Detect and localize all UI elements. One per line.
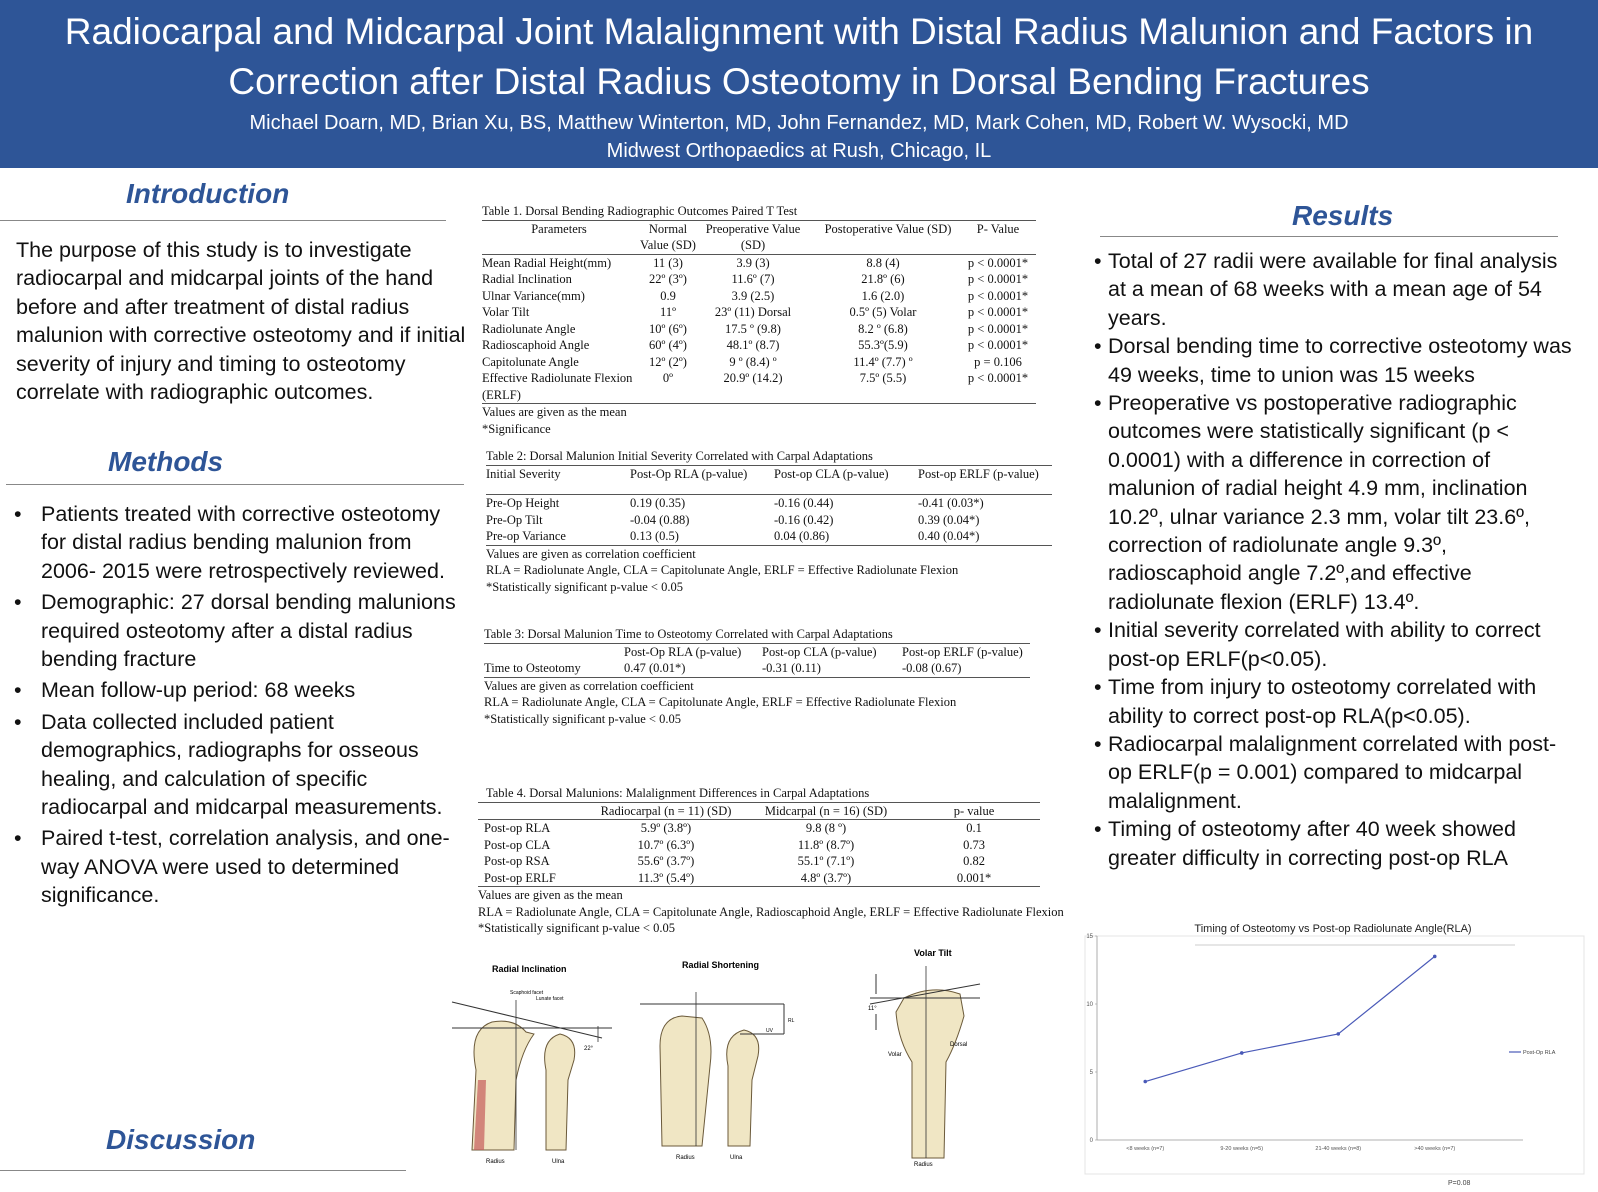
table-cell: Time to Osteotomy bbox=[484, 660, 624, 677]
table-row bbox=[478, 853, 1040, 870]
table-cell: 11º bbox=[660, 305, 676, 319]
table-row bbox=[482, 354, 1036, 371]
table-cell: 9.8 (8 º) bbox=[805, 821, 847, 835]
radius-label: Radius bbox=[676, 1155, 695, 1161]
table-header: Initial Severity bbox=[486, 465, 630, 495]
table-note: Values are given as the mean bbox=[478, 888, 623, 902]
table-cell: 1.6 (2.0) bbox=[861, 288, 905, 303]
y-tick-label: 10 bbox=[1086, 1002, 1093, 1008]
ulna-label: Ulna bbox=[552, 1159, 565, 1165]
table-row bbox=[478, 837, 1040, 854]
table-cell: Post-op ERLF bbox=[478, 870, 588, 887]
bullet: • bbox=[14, 826, 22, 851]
results-divider bbox=[1100, 236, 1558, 237]
table-row bbox=[484, 660, 1030, 677]
table-cell: 10º (6º) bbox=[649, 321, 687, 336]
table-caption: Table 3: Dorsal Malunion Time to Osteotomy Correlated with Carpal Adaptations bbox=[484, 627, 893, 641]
table-header bbox=[478, 802, 588, 820]
table-cell: p < 0.0001* bbox=[960, 370, 1036, 404]
table-header: Post-Op RLA (p-value) bbox=[624, 643, 762, 660]
data-point bbox=[1143, 1080, 1147, 1084]
list-item bbox=[1094, 332, 1574, 389]
bullet: • bbox=[1094, 618, 1102, 643]
table-header: p- value bbox=[908, 802, 1040, 820]
table-cell: Post-op RLA bbox=[484, 821, 551, 835]
radius-bone-lateral bbox=[896, 990, 964, 1158]
table-cell: 11.4º (7.7) º bbox=[853, 354, 913, 369]
chart-axes bbox=[1086, 934, 1523, 1152]
table-cell: p = 0.106 bbox=[974, 354, 1022, 369]
table-cell: Capitolunate Angle bbox=[482, 354, 579, 369]
table-cell: Radiolunate Angle bbox=[482, 321, 576, 336]
table-row bbox=[486, 512, 1052, 529]
table-cell: 0.40 (0.04*) bbox=[918, 528, 1052, 545]
table-cell: Pre-Op Height bbox=[486, 496, 560, 510]
results-item-text: Timing of osteotomy after 40 week showed greater difficulty in correcting post-op RLA bbox=[1108, 817, 1516, 870]
affiliation: Midwest Orthopaedics at Rush, Chicago, IL bbox=[606, 140, 992, 162]
table-caption: Table 2: Dorsal Malunion Initial Severity Correlated with Carpal Adaptations bbox=[486, 449, 873, 463]
table-header-row bbox=[484, 643, 1030, 660]
table-2-grid bbox=[486, 465, 1052, 546]
volar-tilt-figure bbox=[870, 944, 1000, 1170]
table-cell: Volar Tilt bbox=[482, 305, 530, 319]
bullet: • bbox=[1094, 817, 1102, 842]
table-note: *Statistically significant p-value < 0.05 bbox=[486, 579, 683, 594]
radial-shortening-figure bbox=[640, 956, 820, 1168]
methods-divider bbox=[6, 484, 464, 485]
table-cell: Effective Radiolunate Flexion (ERLF) bbox=[482, 370, 636, 404]
discussion-heading: Discussion bbox=[106, 1124, 256, 1155]
table-cell: 0.39 (0.04*) bbox=[918, 512, 980, 527]
table-3-grid bbox=[484, 643, 1030, 678]
y-tick-label: 15 bbox=[1086, 934, 1093, 940]
table-note: RLA = Radiolunate Angle, CLA = Capitolunate Angle, Radioscaphoid Angle, ERLF = Effective Radiolunate Flexion bbox=[478, 904, 1064, 919]
table-cell: 7.5º (5.5) bbox=[806, 370, 960, 404]
ulna-bone bbox=[727, 1030, 759, 1146]
table-cell: 17.5 º (9.8) bbox=[725, 321, 781, 336]
table-cell: 0º bbox=[636, 370, 700, 404]
table-cell: Radial Inclination bbox=[482, 272, 572, 286]
table-cell: 20.9º (14.2) bbox=[700, 370, 806, 404]
list-item bbox=[1094, 616, 1574, 673]
x-tick-label: 21-40 weeks (n=8) bbox=[1315, 1146, 1362, 1152]
chart-plot bbox=[1143, 955, 1436, 1084]
table-note: Values are given as correlation coefficient bbox=[486, 546, 696, 561]
table-cell: -0.41 (0.03*) bbox=[918, 496, 984, 510]
chart-title: Timing of Osteotomy vs Post-op Radiolunate Angle(RLA) bbox=[1194, 923, 1472, 935]
radius-label: Radius bbox=[486, 1159, 505, 1165]
table-cell: Post-op CLA bbox=[484, 837, 551, 852]
list-item bbox=[14, 708, 464, 822]
table-row bbox=[478, 870, 1040, 887]
angle-label: 11° bbox=[868, 1006, 877, 1012]
table-cell: p < 0.0001* bbox=[967, 321, 1029, 336]
authors: Michael Doarn, MD, Brian Xu, BS, Matthew Winterton, MD, John Fernandez, MD, Mark Cohen, MD, Robert W. Wysocki, MD bbox=[249, 112, 1349, 134]
x-tick-label: <8 weeks (n=7) bbox=[1126, 1146, 1165, 1152]
table-note: RLA = Radiolunate Angle, CLA = Capitolunate Angle, ERLF = Effective Radiolunate Flexion bbox=[484, 695, 957, 709]
table-cell: 22º (3º) bbox=[649, 272, 687, 286]
table-header: Post-op ERLF (p-value) bbox=[902, 643, 1030, 660]
bullet: • bbox=[14, 590, 22, 615]
table-caption: Table 4. Dorsal Malunions: Malalignment Differences in Carpal Adaptations bbox=[486, 786, 870, 800]
table-cell: 5.9º (3.8º) bbox=[640, 821, 692, 835]
table-header: Post-op ERLF (p-value) bbox=[918, 465, 1052, 495]
angle-label: 22° bbox=[584, 1046, 594, 1052]
data-point bbox=[1240, 1051, 1244, 1055]
y-tick-label: 0 bbox=[1089, 1138, 1093, 1144]
table-cell: -0.04 (0.88) bbox=[630, 512, 690, 527]
table-cell: 0.47 (0.01*) bbox=[624, 660, 762, 677]
table-header: Post-op CLA (p-value) bbox=[762, 643, 902, 660]
list-item bbox=[14, 676, 464, 704]
table-cell: 0.73 bbox=[963, 837, 985, 852]
list-item bbox=[1094, 815, 1574, 872]
table-row bbox=[482, 370, 1036, 404]
radius-bone bbox=[660, 1016, 711, 1146]
methods-item-text: Mean follow-up period: 68 weeks bbox=[41, 678, 356, 703]
data-point bbox=[1336, 1032, 1340, 1036]
chart-footnote: P=0.08 bbox=[1448, 1180, 1471, 1187]
table-header: Post-Op RLA (p-value) bbox=[630, 465, 774, 495]
results-item-text: Initial severity correlated with ability to correct post-op ERLF(p<0.05). bbox=[1108, 618, 1541, 671]
table-cell: 8.8 (4) bbox=[866, 255, 900, 270]
ulna-bone bbox=[545, 1034, 575, 1150]
chart-legend bbox=[1509, 1050, 1556, 1056]
bullet: • bbox=[1094, 249, 1102, 273]
table-row bbox=[482, 271, 1036, 288]
table-cell: Pre-op Variance bbox=[486, 528, 630, 545]
table-cell: -0.16 (0.42) bbox=[774, 512, 834, 527]
introduction-text: The purpose of this study is to investigate radiocarpal and midcarpal joints of the hand before and after treatment of distal radius malunion with corrective osteotomy and if initial severity of injury and timing to osteotomy correlate with radiographic outcomes. bbox=[16, 238, 466, 405]
table-cell: p < 0.0001* bbox=[967, 305, 1029, 319]
figure-title: Volar Tilt bbox=[914, 948, 952, 958]
introduction-divider bbox=[0, 220, 446, 221]
poster-title-line2: Correction after Distal Radius Osteotomy in Dorsal Bending Fractures bbox=[228, 61, 1370, 102]
table-cell: 3.9 (3) bbox=[736, 255, 770, 270]
table-cell: -0.16 (0.44) bbox=[774, 496, 834, 510]
table-cell: -0.08 (0.67) bbox=[902, 660, 1030, 677]
y-tick-label: 5 bbox=[1089, 1070, 1093, 1076]
table-cell: 48.1º (8.7) bbox=[726, 338, 780, 352]
table-header-row bbox=[482, 220, 1036, 254]
table-cell: 0.82 bbox=[963, 854, 985, 868]
list-item bbox=[14, 824, 464, 909]
table-header: Postoperative Value (SD) bbox=[806, 220, 960, 254]
bullet: • bbox=[1094, 334, 1102, 359]
uv-label: UV bbox=[766, 1028, 773, 1034]
table-3 bbox=[484, 626, 1030, 727]
table-header: P- Value bbox=[960, 220, 1036, 254]
table-caption: Table 1. Dorsal Bending Radiographic Outcomes Paired T Test bbox=[482, 204, 798, 218]
table-cell: 60º (4º) bbox=[649, 338, 687, 352]
results-item-text: Time from injury to osteotomy correlated with ability to correct post-op RLA(p<0.05). bbox=[1108, 675, 1537, 728]
series-line bbox=[1145, 956, 1435, 1081]
dorsal-label: Dorsal bbox=[950, 1042, 968, 1048]
table-cell: 23º (11) Dorsal bbox=[714, 305, 792, 319]
results-item-text: Radiocarpal malalignment correlated with post-op ERLF(p = 0.001) compared to midcarpal malalignment. bbox=[1108, 731, 1557, 813]
methods-item-text: Patients treated with corrective osteotomy for distal radius bending malunion from 2006- 2015 were retrospectively reviewed. bbox=[41, 502, 445, 583]
results-item-text: Dorsal bending time to corrective osteotomy was 49 weeks, time to union was 15 weeks bbox=[1108, 334, 1572, 387]
table-cell: Mean Radial Height(mm) bbox=[482, 255, 612, 270]
table-cell: Pre-Op Tilt bbox=[486, 512, 543, 527]
table-cell: 0.1 bbox=[966, 821, 982, 835]
x-tick-label: >40 weeks (n=7) bbox=[1414, 1146, 1456, 1152]
methods-item-text: Data collected included patient demographics, radiographs for osseous healing, and calculation of specific radiocarpal and midcarpal measurements. bbox=[41, 709, 443, 820]
table-cell: 55.1º (7.1º) bbox=[797, 854, 855, 868]
results-list bbox=[1094, 247, 1574, 872]
table-cell: 0.19 (0.35) bbox=[630, 496, 686, 510]
list-item bbox=[14, 500, 464, 585]
figure-title: Radial Inclination bbox=[492, 964, 567, 974]
lunate-label: Lunate facet bbox=[536, 996, 564, 1002]
table-row bbox=[486, 528, 1052, 545]
table-header-row bbox=[486, 465, 1052, 495]
table-header: Post-op CLA (p-value) bbox=[774, 465, 918, 495]
table-header: Radiocarpal (n = 11) (SD) bbox=[588, 802, 744, 820]
table-header: Preoperative Value (SD) bbox=[700, 220, 806, 254]
table-1 bbox=[482, 203, 1036, 437]
rla-timing-chart bbox=[1085, 918, 1585, 1178]
bullet: • bbox=[14, 502, 22, 526]
table-cell: 11 (3) bbox=[653, 255, 683, 270]
x-tick-label: 9-20 weeks (n=5) bbox=[1220, 1146, 1264, 1152]
list-item bbox=[1094, 673, 1574, 730]
table-cell: 11.6º (7) bbox=[731, 272, 775, 286]
list-item bbox=[1094, 389, 1574, 616]
title-banner bbox=[0, 0, 1598, 168]
bullet: • bbox=[14, 709, 22, 734]
results-item-text: Total of 27 radii were available for final analysis at a mean of 68 weeks with a mean age of 54 years. bbox=[1108, 249, 1558, 330]
table-cell: 0.001* bbox=[908, 870, 1040, 887]
table-row bbox=[482, 288, 1036, 305]
table-cell: 8.2 º (6.8) bbox=[858, 321, 908, 336]
table-cell: -0.31 (0.11) bbox=[762, 660, 902, 677]
table-header: Normal Value (SD) bbox=[636, 220, 700, 254]
table-note: *Statistically significant p-value < 0.05 bbox=[478, 921, 675, 935]
scaphoid-label: Scaphoid facet bbox=[510, 990, 544, 996]
rl-label: RL bbox=[788, 1018, 795, 1024]
table-note: RLA = Radiolunate Angle, CLA = Capitolunate Angle, ERLF = Effective Radiolunate Flexion bbox=[486, 563, 959, 577]
table-cell: 0.13 (0.5) bbox=[630, 528, 774, 545]
results-heading: Results bbox=[1292, 200, 1394, 231]
table-cell: 12º (2º) bbox=[649, 354, 687, 369]
bullet: • bbox=[1094, 731, 1102, 756]
table-header-row bbox=[478, 802, 1040, 820]
bullet: • bbox=[1094, 391, 1102, 416]
table-row bbox=[482, 254, 1036, 271]
figure-title: Radial Shortening bbox=[682, 960, 760, 970]
table-note: Values are given as correlation coefficient bbox=[484, 678, 694, 693]
table-cell: p < 0.0001* bbox=[967, 288, 1029, 303]
table-row bbox=[482, 337, 1036, 354]
methods-list bbox=[14, 500, 464, 913]
legend-label: Post-Op RLA bbox=[1523, 1050, 1556, 1056]
table-header: Parameters bbox=[482, 220, 636, 254]
table-header: Midcarpal (n = 16) (SD) bbox=[744, 802, 908, 820]
table-cell: Radioscaphoid Angle bbox=[482, 338, 590, 352]
results-item-text: Preoperative vs postoperative radiographic outcomes were statistically significant (p < 0.0001) with a difference in correction of malunion of radial height 4.9 mm, inclination 10.2º, ulnar variance 2.3 mm, volar tilt 23.6º, correction of radiolunate angle 9.3º, radioscaphoid angle 7.2º,and effective radiolunate flexion (ERLF) 13.4º. bbox=[1108, 391, 1531, 614]
table-note: Values are given as the mean bbox=[482, 405, 627, 419]
poster-title-line1: Radiocarpal and Midcarpal Joint Malalignment with Distal Radius Malunion and Factors in bbox=[64, 11, 1534, 52]
table-cell: p < 0.0001* bbox=[967, 272, 1029, 286]
bullet: • bbox=[1094, 675, 1102, 700]
table-row bbox=[486, 495, 1052, 512]
list-item bbox=[14, 588, 464, 673]
table-row bbox=[478, 820, 1040, 837]
table-cell: 0.9 bbox=[660, 288, 676, 303]
table-cell: 3.9 (2.5) bbox=[731, 288, 775, 303]
table-1-grid bbox=[482, 220, 1036, 405]
methods-item-text: Paired t-test, correlation analysis, and one-way ANOVA were used to determined significance. bbox=[41, 826, 450, 908]
table-cell: 10.7º (6.3º) bbox=[637, 837, 695, 852]
table-cell: 9 º (8.4) º bbox=[729, 354, 777, 369]
table-cell: 11.3º (5.4º) bbox=[588, 870, 744, 887]
table-note: *Significance bbox=[482, 421, 551, 436]
table-header bbox=[484, 643, 624, 660]
table-cell: 11.8º (8.7º) bbox=[797, 837, 855, 852]
table-cell: Post-op RSA bbox=[484, 854, 550, 868]
table-cell: 21.8º (6) bbox=[861, 272, 905, 286]
discussion-divider bbox=[0, 1170, 406, 1171]
table-cell: 55.6º (3.7º) bbox=[637, 854, 695, 868]
table-cell: Ulnar Variance(mm) bbox=[482, 288, 585, 303]
introduction-heading: Introduction bbox=[126, 178, 290, 209]
table-4 bbox=[478, 785, 1078, 937]
table-note: *Statistically significant p-value < 0.05 bbox=[484, 711, 681, 726]
radial-inclination-figure bbox=[452, 960, 622, 1172]
methods-item-text: Demographic: 27 dorsal bending malunions required osteotomy after a distal radius bending fracture bbox=[41, 590, 456, 672]
table-cell: 55.3º(5.9) bbox=[858, 338, 908, 352]
methods-heading: Methods bbox=[108, 446, 224, 477]
volar-label: Volar bbox=[888, 1052, 902, 1058]
ulna-label: Ulna bbox=[730, 1155, 743, 1161]
bullet: • bbox=[14, 678, 22, 703]
table-cell: p < 0.0001* bbox=[967, 255, 1029, 270]
table-row bbox=[482, 321, 1036, 338]
data-point bbox=[1433, 955, 1437, 959]
table-cell: 4.8º (3.7º) bbox=[744, 870, 908, 887]
table-row bbox=[482, 304, 1036, 321]
chart-frame bbox=[1085, 936, 1584, 1174]
table-cell: p < 0.0001* bbox=[967, 338, 1029, 352]
table-4-grid bbox=[478, 802, 1040, 888]
radius-label: Radius bbox=[914, 1162, 933, 1168]
table-2 bbox=[486, 448, 1052, 595]
list-item bbox=[1094, 247, 1574, 332]
list-item bbox=[1094, 730, 1574, 815]
table-cell: 0.5º (5) Volar bbox=[849, 305, 917, 319]
table-cell: 0.04 (0.86) bbox=[774, 528, 918, 545]
